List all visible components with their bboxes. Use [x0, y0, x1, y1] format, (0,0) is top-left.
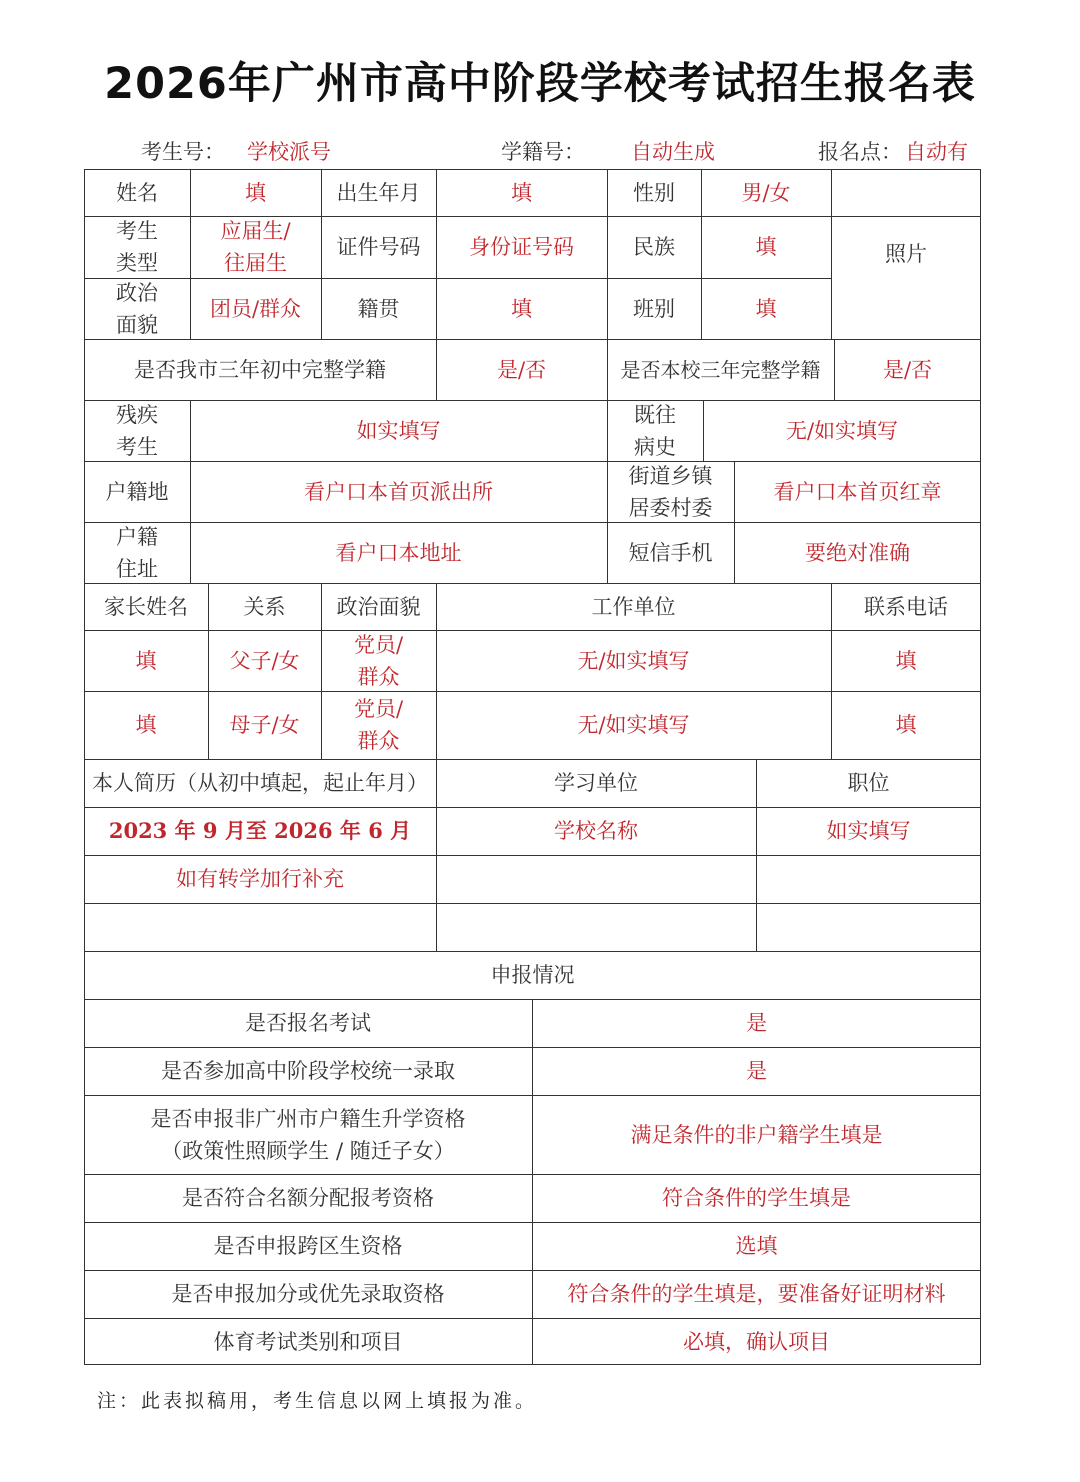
- disability-label: 残疾 考生: [116, 402, 158, 459]
- declaration-question: 是否申报非广州市户籍生升学资格 （政策性照顾学生 / 随迁子女）: [150, 1106, 466, 1163]
- contact-phone-header: 联系电话: [864, 594, 948, 619]
- id-number-value[interactable]: 身份证号码: [469, 235, 574, 259]
- name-label: 姓名: [116, 180, 158, 205]
- declaration-question: 是否申报跨区生资格: [213, 1234, 403, 1258]
- declaration-answer[interactable]: 选填: [735, 1234, 778, 1258]
- medical-history-label: 既往 病史: [634, 402, 676, 459]
- household-address-value[interactable]: 看户口本地址: [335, 540, 462, 565]
- mother-workplace-cell[interactable]: 无/如实填写: [577, 713, 690, 737]
- resume-position-cell[interactable]: 如实填写: [826, 819, 911, 843]
- student-type-label: 考生 类型: [116, 219, 158, 275]
- declaration-question: 是否符合名额分配报考资格: [182, 1186, 434, 1210]
- registration-site-value: 自动有: [905, 140, 968, 164]
- mother-political-cell[interactable]: 党员/ 群众: [353, 697, 404, 753]
- mother-name-cell[interactable]: 填: [135, 713, 157, 737]
- class-value[interactable]: 填: [755, 296, 777, 321]
- resume-transfer-unit-cell[interactable]: [436, 855, 756, 903]
- political-status-label: 政治 面貌: [116, 280, 158, 337]
- ethnicity-value[interactable]: 填: [755, 235, 777, 259]
- resume-unit-cell[interactable]: 学校名称: [554, 819, 638, 843]
- birth-date-value[interactable]: 填: [511, 180, 532, 205]
- ethnicity-label: 民族: [633, 235, 675, 259]
- resume-transfer-cell[interactable]: 如有转学加行补充: [176, 867, 344, 891]
- disability-value[interactable]: 如实填写: [356, 418, 441, 443]
- resume-period-cell[interactable]: 2023 年 9 月至 2026 年 6 月: [108, 818, 412, 843]
- mother-phone-cell[interactable]: 填: [895, 713, 917, 737]
- declaration-answer[interactable]: 满足条件的非户籍学生填是: [630, 1122, 883, 1147]
- parent-name-header: 家长姓名: [104, 594, 188, 619]
- household-place-label: 户籍地: [105, 479, 169, 504]
- sms-phone-value[interactable]: 要绝对准确: [805, 540, 910, 565]
- parent-political-header: 政治面貌: [336, 594, 421, 619]
- birth-date-label: 出生年月: [336, 180, 421, 205]
- workplace-header: 工作单位: [591, 594, 676, 619]
- declaration-answer[interactable]: 是: [746, 1011, 767, 1035]
- resume-transfer-position-cell[interactable]: [756, 855, 981, 903]
- city-school-record-answer[interactable]: 是/否: [496, 357, 547, 382]
- father-workplace-cell[interactable]: 无/如实填写: [577, 648, 690, 673]
- father-political-cell[interactable]: 党员/ 群众: [353, 632, 404, 689]
- street-committee-label: 街道乡镇 居委村委: [628, 463, 713, 520]
- declaration-answer[interactable]: 是: [746, 1059, 767, 1083]
- position-header: 职位: [847, 771, 890, 795]
- this-school-record-answer[interactable]: 是/否: [882, 357, 933, 382]
- household-address-label: 户籍 住址: [116, 524, 158, 581]
- this-school-record-question: 是否本校三年完整学籍: [620, 357, 821, 382]
- household-place-value[interactable]: 看户口本首页派出所: [304, 479, 493, 504]
- declaration-question: 体育考试类别和项目: [213, 1329, 403, 1354]
- study-unit-header: 学习单位: [554, 771, 638, 795]
- gender-label: 性别: [633, 180, 675, 205]
- native-place-label: 籍贯: [357, 296, 400, 321]
- street-committee-value[interactable]: 看户口本首页红章: [773, 479, 942, 504]
- resume-period-header: 本人简历（从初中填起，起止年月）: [92, 771, 428, 795]
- student-number-value: 自动生成: [631, 140, 715, 164]
- declaration-question: 是否报名考试: [245, 1011, 371, 1035]
- declaration-answer[interactable]: 符合条件的学生填是: [662, 1186, 851, 1210]
- resume-blank-position-cell[interactable]: [756, 903, 981, 951]
- declaration-heading: 申报情况: [490, 963, 575, 987]
- declaration-answer[interactable]: 必填，确认项目: [683, 1329, 830, 1354]
- political-status-value[interactable]: 团员/群众: [209, 296, 302, 321]
- declaration-answer[interactable]: 符合条件的学生填是，要准备好证明材料: [567, 1282, 946, 1306]
- sms-phone-label: 短信手机: [628, 540, 713, 565]
- class-label: 班别: [633, 296, 675, 321]
- resume-blank-period-cell[interactable]: [84, 903, 436, 951]
- page-title: 2026年广州市高中阶段学校考试招生报名表: [104, 59, 976, 109]
- father-name-cell[interactable]: 填: [135, 648, 157, 673]
- student-type-value[interactable]: 应届生/ 往届生: [220, 219, 291, 275]
- native-place-value[interactable]: 填: [511, 296, 532, 321]
- city-school-record-question: 是否我市三年初中完整学籍: [134, 357, 386, 382]
- father-relation-cell[interactable]: 父子/女: [229, 648, 300, 673]
- father-phone-cell[interactable]: 填: [895, 648, 917, 673]
- name-value[interactable]: 填: [245, 180, 266, 205]
- footnote: 注：此表拟稿用，考生信息以网上填报为准。: [97, 1390, 538, 1412]
- mother-relation-cell[interactable]: 母子/女: [229, 713, 300, 737]
- gender-value[interactable]: 男/女: [741, 180, 791, 205]
- medical-history-value[interactable]: 无/如实填写: [785, 418, 899, 443]
- student-number-label: 学籍号：: [501, 140, 585, 164]
- relation-header: 关系: [243, 594, 286, 619]
- registration-site-label: 报名点：: [818, 140, 902, 164]
- resume-blank-unit-cell[interactable]: [436, 903, 756, 951]
- declaration-question: 是否参加高中阶段学校统一录取: [161, 1059, 455, 1083]
- id-number-label: 证件号码: [336, 235, 421, 259]
- declaration-question: 是否申报加分或优先录取资格: [171, 1282, 445, 1306]
- exam-number-value: 学校派号: [247, 140, 331, 164]
- photo-area[interactable]: 照片: [885, 242, 927, 266]
- exam-number-label: 考生号：: [141, 140, 225, 164]
